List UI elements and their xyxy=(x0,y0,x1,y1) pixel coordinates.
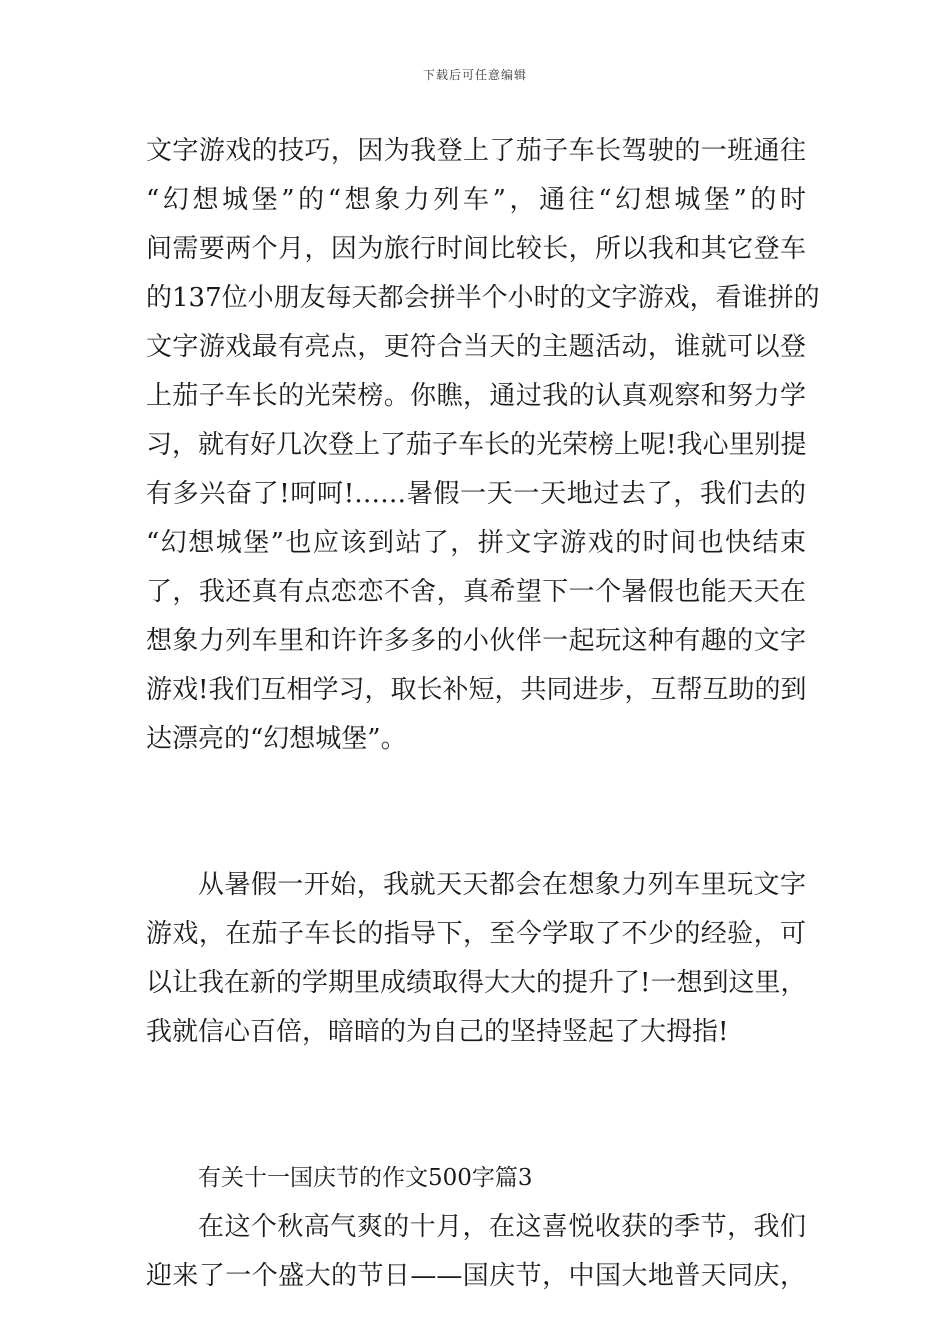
text-line: 以让我在新的学期里成绩取得大大的提升了!一想到这里， xyxy=(146,968,807,998)
paragraph-2 xyxy=(146,861,806,1057)
text-line: 文字游戏最有亮点，更符合当天的主题活动，谁就可以登 xyxy=(146,332,806,362)
page-header: 下载后可任意编辑 xyxy=(422,68,527,82)
text-line: 游戏，在茄子车长的指导下，至今学取了不少的经验，可 xyxy=(146,919,806,949)
text-line: 的137位小朋友每天都会拼半个小时的文字游戏，看谁拼的 xyxy=(146,283,820,313)
section-heading: 有关十一国庆节的作文500字篇3 xyxy=(198,1165,533,1191)
text-line: 间需要两个月，因为旅行时间比较长，所以我和其它登车 xyxy=(146,234,806,264)
text-line: 从暑假一开始，我就天天都会在想象力列车里玩文字 xyxy=(198,870,806,900)
text-line: 想象力列车里和许许多多的小伙伴一起玩这种有趣的文字 xyxy=(146,626,806,656)
text-line: 文字游戏的技巧，因为我登上了茄子车长驾驶的一班通往 xyxy=(146,136,806,166)
text-line: 习，就有好几次登上了茄子车长的光荣榜上呢!我心里别提 xyxy=(146,430,807,460)
document-body xyxy=(146,127,820,1301)
text-line: 有多兴奋了!呵呵!……暑假一天一天地过去了，我们去的 xyxy=(146,479,806,509)
paragraph-spacer xyxy=(146,813,806,861)
paragraph-spacer xyxy=(146,1057,806,1106)
text-line: 在这个秋高气爽的十月，在这喜悦收获的季节，我们 xyxy=(198,1212,806,1242)
text-line: “幻想城堡”的“想象力列车”，通往“幻想城堡”的时 xyxy=(146,185,806,215)
paragraph-spacer xyxy=(146,764,806,813)
text-line: 游戏!我们互相学习，取长补短，共同进步，互帮互助的到 xyxy=(146,675,807,705)
text-line: “幻想城堡”也应该到站了，拼文字游戏的时间也快结束 xyxy=(146,528,806,558)
text-line: 迎来了一个盛大的节日——国庆节，中国大地普天同庆， xyxy=(146,1261,806,1291)
paragraph-1 xyxy=(146,127,820,764)
text-line: 了，我还真有点恋恋不舍，真希望下一个暑假也能天天在 xyxy=(146,577,806,607)
text-line: 我就信心百倍，暗暗的为自己的坚持竖起了大拇指! xyxy=(146,1017,729,1047)
text-line: 达漂亮的“幻想城堡”。 xyxy=(146,724,407,754)
text-line: 上茄子车长的光荣榜。你瞧，通过我的认真观察和努力学 xyxy=(146,381,806,411)
paragraph-3 xyxy=(146,1203,806,1301)
paragraph-spacer xyxy=(146,1106,806,1154)
